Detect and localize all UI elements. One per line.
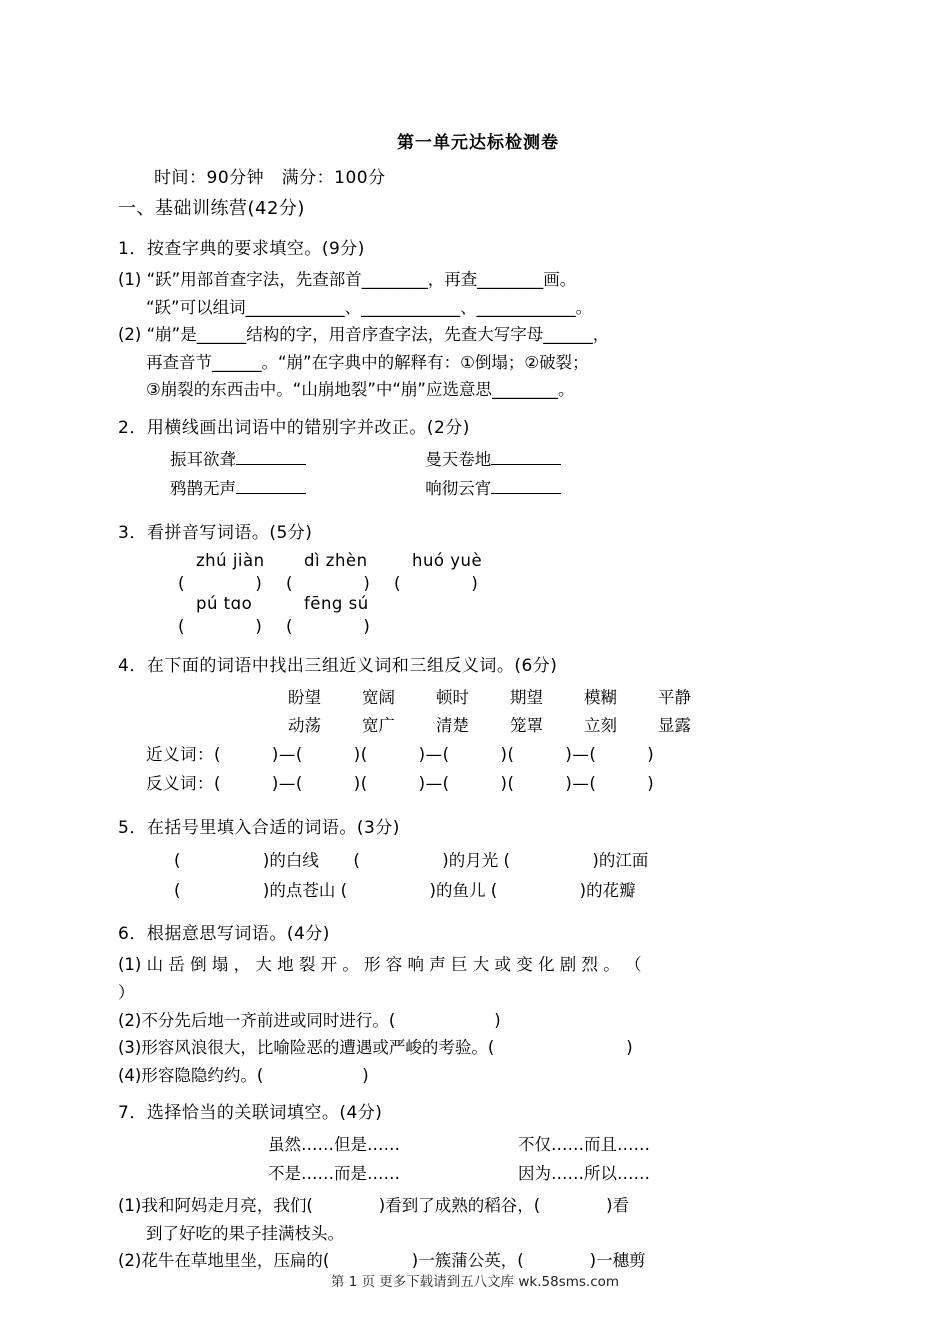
- conj-bank-row: [268, 1131, 838, 1160]
- antonym-label: 反义词：: [146, 774, 214, 794]
- question-3-answer-row-1: [118, 570, 838, 594]
- answer-blank[interactable]: [491, 447, 561, 465]
- question-4-number: 4．: [118, 655, 147, 676]
- question-1-lines: [118, 267, 838, 403]
- bank-word: 清楚: [436, 715, 469, 735]
- question-1-number: 1．: [118, 239, 147, 259]
- question-3-pinyin-row-1: [118, 551, 838, 570]
- answer-pair[interactable]: ( )—( ): [507, 774, 655, 794]
- question-6-line-2: ）: [118, 982, 135, 1002]
- question-7-line-3: (2)花牛在草地里坐，压扁的( )一簇蒲公英，( )一穗剪: [118, 1251, 646, 1271]
- question-4-antonym-row: [118, 769, 838, 799]
- pinyin-item: dì zhèn: [304, 550, 368, 570]
- question-2-row-2: [170, 475, 838, 504]
- answer-pair[interactable]: ( )—( ): [360, 774, 508, 794]
- question-1-line-4: 再查音节______。“崩”在字典中的解释有：①倒塌；②破裂；: [146, 352, 589, 372]
- footer-source-text: 更多下载请到五八文库 wk.58sms.com: [379, 1274, 620, 1290]
- question-1-line-1: (1) “跃”用部首查字法，先查部首________，再查________画。: [118, 270, 577, 289]
- bank-word: 盼望: [288, 687, 321, 707]
- synonym-label: 近义词：: [146, 744, 214, 764]
- conj-bank-row: [268, 1160, 838, 1189]
- answer-pair[interactable]: ( )—( ): [214, 774, 361, 794]
- question-4-title: 4．在下面的词语中找出三组近义词和三组反义词。(6分): [118, 651, 838, 676]
- bank-word: 顿时: [436, 687, 469, 707]
- question-3: [118, 518, 838, 637]
- question-7: [118, 1098, 838, 1273]
- bank-word: 显露: [658, 715, 691, 735]
- page-title: 第一单元达标检测卷: [397, 133, 559, 153]
- question-5-row-1: [118, 846, 838, 876]
- question-1: [118, 234, 838, 403]
- phrase-text: 的白线: [269, 851, 319, 871]
- question-2-title: 2．用横线画出词语中的错别字并改正。(2分): [118, 413, 838, 438]
- answer-paren[interactable]: ( ): [178, 616, 263, 636]
- question-1-line-5: ③崩裂的东西击中。“山崩地裂”中“崩”应选意思________。: [146, 380, 575, 400]
- question-7-line-2: 到了好吃的果子挂满枝头。: [146, 1223, 344, 1243]
- phrase-text: 的鱼儿: [436, 880, 486, 900]
- pinyin-item: zhú jiàn: [196, 550, 265, 570]
- question-6-line-5: (4)形容隐隐约约。( ): [118, 1065, 369, 1085]
- footer-page-number: 第 1 页: [330, 1274, 376, 1290]
- question-6-number: 6．: [118, 924, 147, 945]
- page-footer: [0, 1270, 950, 1290]
- question-5: [118, 813, 838, 905]
- question-6-line-1: (1) 山 岳 倒 塌 ， 大 地 裂 开 。 形 容 响 声 巨 大 或 变 化 剧 烈 。 （: [118, 955, 642, 975]
- bank-conjunction: 虽然……但是……: [268, 1135, 400, 1155]
- question-3-title: 3．看拼音写词语。(5分): [118, 518, 838, 543]
- question-7-title: 7．选择恰当的关联词填空。(4分): [118, 1098, 838, 1123]
- question-6: [118, 919, 838, 1088]
- phrase-text: 的花瓣: [586, 880, 636, 900]
- question-7-word-bank: [118, 1131, 838, 1189]
- bank-conjunction: 不是……而是……: [268, 1164, 400, 1184]
- section-heading-1: 一、基础训练营(42分): [118, 198, 305, 219]
- question-1-title: 1．按查字典的要求填空。(9分): [118, 234, 838, 259]
- answer-blank[interactable]: [236, 447, 306, 465]
- question-2-item: 响彻云宵: [425, 475, 675, 504]
- pinyin-item: fēng sú: [304, 593, 369, 613]
- bank-word: 平静: [658, 687, 691, 707]
- question-4-word-bank: [118, 684, 838, 740]
- answer-paren[interactable]: ( ): [394, 573, 479, 593]
- question-3-number: 3．: [118, 522, 147, 543]
- bank-word: 宽广: [362, 715, 395, 735]
- question-2: [118, 413, 838, 504]
- question-2-item: 振耳欲聋: [170, 446, 420, 475]
- question-7-line-1: (1)我和阿妈走月亮，我们( )看到了成熟的稻谷，( )看: [118, 1195, 630, 1215]
- question-1-line-3: (2) “崩”是______结构的字，用音序查字法，先查大写字母______，: [118, 325, 610, 345]
- answer-blank[interactable]: [236, 476, 306, 494]
- question-2-row-1: [170, 446, 838, 475]
- page-content: [118, 128, 838, 1284]
- pinyin-item: huó yuè: [412, 550, 483, 570]
- question-6-title: 6．根据意思写词语。(4分): [118, 919, 838, 944]
- word-bank-row: [288, 712, 838, 740]
- question-7-lines: [118, 1193, 838, 1274]
- answer-pair[interactable]: ( )—( ): [214, 744, 361, 764]
- exam-meta: 时间：90分钟 满分：100分: [154, 168, 386, 188]
- question-2-item: 鸦鹊无声: [170, 475, 420, 504]
- answer-paren[interactable]: ( ): [353, 851, 449, 871]
- answer-paren[interactable]: ( ): [286, 616, 371, 636]
- answer-pair[interactable]: ( )—( ): [360, 744, 508, 764]
- question-1-line-2: “跃”可以组词____________、____________、____________。: [146, 297, 593, 317]
- bank-conjunction: 因为……所以……: [518, 1164, 650, 1184]
- question-7-number: 7．: [118, 1103, 147, 1124]
- phrase-text: 的点苍山: [269, 880, 336, 900]
- phrase-text: 的月光: [448, 851, 499, 871]
- question-2-number: 2．: [118, 417, 147, 438]
- answer-paren[interactable]: ( ): [174, 851, 270, 871]
- question-3-answer-row-2: [118, 613, 838, 637]
- question-4: [118, 651, 838, 799]
- answer-paren[interactable]: ( ): [340, 880, 436, 900]
- word-bank-row: [288, 684, 838, 712]
- bank-conjunction: 不仅……而且……: [518, 1135, 650, 1155]
- answer-paren[interactable]: ( ): [286, 573, 371, 593]
- question-4-synonym-row: [118, 740, 838, 770]
- question-6-lines: [118, 952, 838, 1088]
- question-3-pinyin-row-2: [118, 594, 838, 613]
- bank-word: 立刻: [584, 715, 617, 735]
- answer-blank[interactable]: [491, 476, 561, 494]
- question-2-item: 曼天卷地: [425, 446, 675, 475]
- answer-pair[interactable]: ( )—( ): [507, 744, 655, 764]
- pinyin-item: pú tɑo: [196, 593, 253, 613]
- answer-paren[interactable]: ( ): [503, 851, 599, 871]
- bank-word: 宽阔: [362, 687, 395, 707]
- phrase-text: 的江面: [598, 851, 649, 871]
- question-5-number: 5．: [118, 818, 147, 839]
- question-6-line-3: (2)不分先后地一齐前进或同时进行。( ): [118, 1010, 501, 1030]
- bank-word: 动荡: [288, 715, 321, 735]
- bank-word: 期望: [510, 687, 543, 707]
- answer-paren[interactable]: ( ): [490, 880, 587, 900]
- bank-word: 笼罩: [510, 715, 543, 735]
- bank-word: 模糊: [584, 687, 617, 707]
- answer-paren[interactable]: ( ): [178, 573, 263, 593]
- answer-paren[interactable]: ( ): [174, 880, 270, 900]
- question-5-title: 5．在括号里填入合适的词语。(3分): [118, 813, 838, 838]
- question-2-words: [118, 446, 838, 504]
- question-6-line-4: (3)形容风浪很大，比喻险恶的遭遇或严峻的考验。( ): [118, 1038, 633, 1058]
- question-5-row-2: [118, 876, 838, 906]
